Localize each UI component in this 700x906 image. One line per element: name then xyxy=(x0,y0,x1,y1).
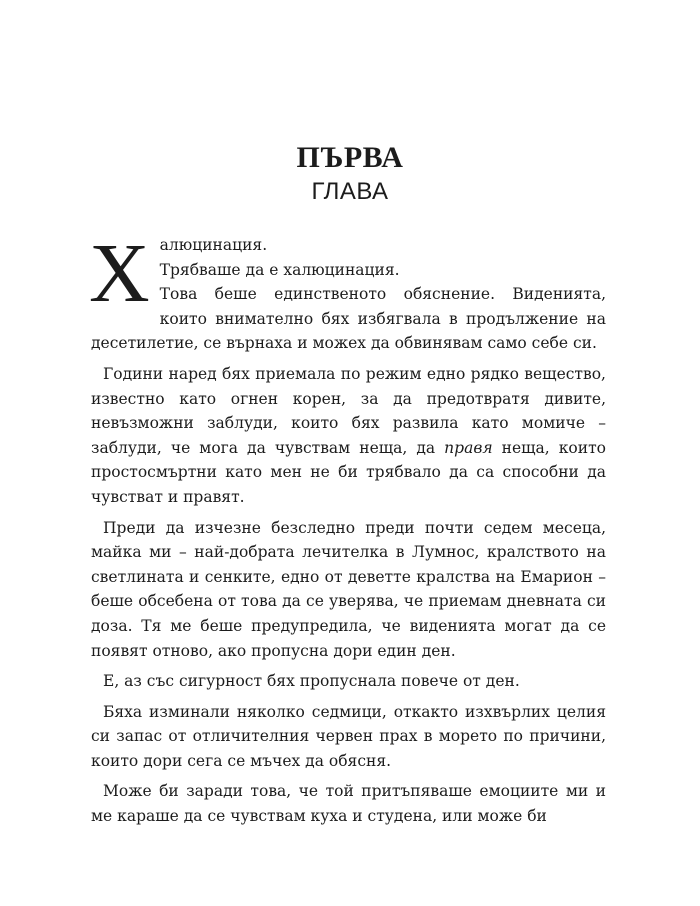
paragraph-8: Може би заради това, че той притъпяваше емоциите ми и ме караше да се чувствам куха и студена, или може би xyxy=(91,782,606,826)
chapter-word: ГЛАВА xyxy=(311,178,389,205)
paragraph-6: Е, аз със сигурност бях пропуснала повече от ден. xyxy=(103,672,520,691)
paragraph-5: Преди да изчезне безследно преди почти седем месеца, майка ми – най-добрата лечителка в Лумнос, кралството на светлината и сенките, едно от деветте кралства на Емарион – беше обсебена от това да се уверява, че приемам дневната си доза. Тя ме беше предупредила, че виденията могат да се появят отново, ако пропусна дори един ден. xyxy=(91,518,606,660)
paragraph-4-text-a: Години наред бях приемала по режим едно рядко вещество, известно като огнен корен, за да предотвратя дивите, невъзможни заблуди, които бях развила като момиче – заблуди, че мога да чувствам неща, да xyxy=(91,364,606,457)
chapter-number: ПЪРВА xyxy=(296,141,404,174)
chapter-text xyxy=(89,227,606,835)
paragraph-4-italic: правя xyxy=(444,438,493,457)
drop-cap: Х xyxy=(89,227,150,320)
chapter-heading xyxy=(0,142,700,208)
paragraph-7: Бяха изминали няколко седмици, откакто изхвърлих целия си запас от отличителния червен прах в морето по причини, които дори сега се мъчех да обясня. xyxy=(91,702,606,770)
paragraph-4 xyxy=(91,362,606,510)
paragraph-3: Това беше единственото обяснение. Виденията, които внимателно бях избягвала в продължение на десетилетие, се върнаха и можех да обвинявам само себе си. xyxy=(91,285,606,353)
paragraph-1-text: алюцинация. xyxy=(159,236,268,254)
paragraph-4-text-b: неща, които простосмъртни като мен не би трябвало да са способни да чувстват и правят. xyxy=(91,438,606,506)
paragraph-2: Трябваше да е халюцинация. xyxy=(159,260,400,279)
paragraph-1 xyxy=(89,227,606,356)
